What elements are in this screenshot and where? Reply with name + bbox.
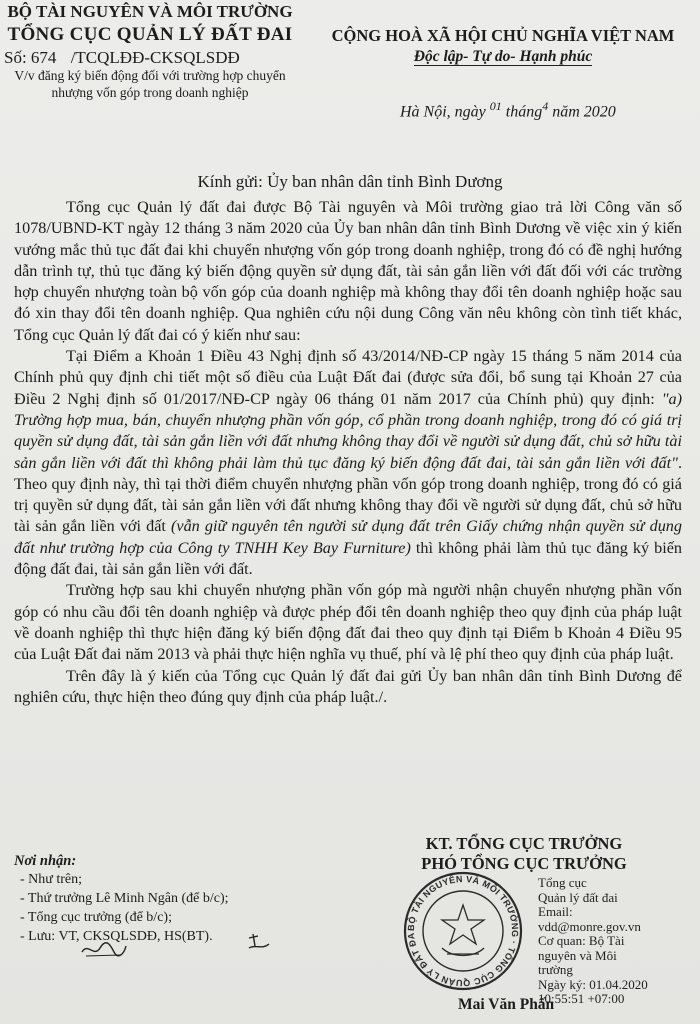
digital-line: Email:: [538, 904, 573, 919]
digital-line: nguyên và Môi: [538, 947, 617, 963]
agency-header: [0, 0, 300, 46]
recipient-line: Kính gửi: Ủy ban nhân dân tỉnh Bình Dương: [197, 172, 503, 191]
digital-line: Quản lý đất đai: [538, 889, 618, 905]
paragraph-3: Trường hợp sau khi chuyển nhượng phần vốn góp mà người nhận chuyển nhượng phần vốn góp có nhu cầu đổi tên doanh nghiệp và được phép đổi tên doanh nghiệp theo quy định của pháp luật về doanh nghiệp thì thực hiện đăng ký biến động đất đai theo quy định tại Điểm b Khoản 4 Điều 95 của Luật Đất đai năm 2013 và phải thực hiện nghĩa vụ thuế, phí và lệ phí theo quy định của pháp luật.: [14, 581, 682, 664]
paragraph-2-intro: Tại Điểm a Khoản 1 Điều 43 Nghị định số 43/2014/NĐ-CP ngày 15 tháng 5 năm 2014 của Chính phủ quy định chi tiết một số điều của Luật Đất đai (được sửa đổi, bổ sung tại Khoản 27 của Điều 2 Nghị định số 01/2017/NĐ-CP ngày 06 tháng 01 năm 2017 của Chính phủ) quy định:: [14, 347, 682, 408]
recipients-list: [20, 870, 229, 946]
signature-title: [400, 834, 648, 874]
paragraph-1: Tổng cục Quản lý đất đai được Bộ Tài nguyên và Môi trường giao trả lời Công văn số 1078/UBND-KT ngày 12 tháng 3 năm 2020 của Ủy ban nhân dân tỉnh Bình Dương về việc xin ý kiến vướng mắc thủ tục đất đai khi chuyển nhượng vốn góp trong doanh nghiệp, trong đó có đề nghị hướng dẫn trình tự, thủ tục đăng ký biến động quyền sử dụng đất, tài sản gắn liền với đất đối với các trường hợp chuyển nhượng toàn bộ vốn góp của doanh nghiệp mà không thay đổi tên doanh nghiệp hoặc sau đó xin thay đổi tên doanh nghiệp. Qua nghiên cứu nội dung Công văn nêu không còn tình tiết khác, Tổng cục Quản lý đất đai có ý kiến như sau:: [14, 198, 682, 344]
ministry-name: BỘ TÀI NGUYÊN VÀ MÔI TRƯỜNG: [7, 2, 293, 21]
date-day: 01: [489, 99, 502, 113]
paragraph-2: [14, 346, 682, 580]
letter-body: [14, 197, 682, 708]
initials-mark: [80, 938, 128, 960]
number-label: Số: 674: [4, 48, 57, 67]
recipient-item: - Lưu: VT, CKSQLSDĐ, HS(BT).: [20, 929, 213, 944]
date-line: [400, 99, 616, 121]
motto-wrap: [306, 48, 700, 66]
digital-line: vdd@monre.gov.vn: [538, 918, 641, 934]
recipient-item: - Tổng cục trưởng (để b/c);: [20, 910, 172, 925]
subject-line-2: nhượng vốn góp trong doanh nghiệp: [51, 85, 249, 100]
national-motto: Độc lập- Tự do- Hạnh phúc: [413, 48, 593, 65]
date-month: 4: [542, 99, 549, 113]
recipients-title: Nơi nhận:: [14, 853, 77, 869]
document-number: [4, 48, 240, 68]
digital-line: 10:55:51 +07:00: [538, 991, 625, 1006]
digital-line: Cơ quan: Bộ Tài: [538, 933, 625, 948]
digital-line: Tổng cục: [538, 875, 587, 890]
date-prefix: Hà Nội, ngày: [400, 103, 486, 121]
subject-line-1: V/v đăng ký biến động đối với trường hợp chuyển: [14, 68, 286, 83]
paragraph-2-parenthetical: (vẫn giữ nguyên tên người sử dụng đất trên Giấy chứng nhận quyền sử dụng đất như trường hợp của Công ty TNHH Key Bay Furniture): [14, 517, 682, 557]
recipient-item: - Như trên;: [20, 872, 83, 887]
seal-text: BỘ TÀI NGUYÊN VÀ MÔI TRƯỜNG · TỔNG CỤC QUẢN LÝ ĐẤT ĐA: [405, 873, 521, 989]
digital-signature-info: [538, 876, 698, 1007]
digital-line: trường: [538, 962, 573, 977]
signer-name: Mai Văn Phấn: [458, 996, 555, 1013]
initials-mark-2: [246, 932, 272, 952]
official-seal: [402, 870, 524, 992]
signature-line-2: PHÓ TỔNG CỤC TRƯỞNG: [421, 854, 627, 873]
paragraph-2-middle: . Theo quy định này, thì tại thời điểm chuyển nhượng phần vốn góp trong doanh nghiệp, trong đó có giá trị quyền sử dụng đất, tài sản gắn liền với đất nhưng không thay đổi về người sử dụng đất, chủ sở hữu tài sản gắn liền với đất: [14, 453, 682, 536]
paragraph-2-quote: "a) Trường hợp mua, bán, chuyển nhượng phần vốn góp, cổ phần trong doanh nghiệp, trong đó có giá trị quyền sử dụng đất, tài sản gắn liền với đất nhưng không thay đổi về người sử dụng đất, chủ sở hữu tài sản gắn liền với đất thì không phải làm thủ tục đăng ký biến động đất đai, tài sản gắn liền với đất": [14, 389, 682, 472]
subject-line: [0, 67, 300, 101]
paragraph-4: Trên đây là ý kiến của Tổng cục Quản lý đất đai gửi Ủy ban nhân dân tỉnh Bình Dương để nghiên cứu, thực hiện theo đúng quy định của pháp luật./.: [14, 666, 682, 706]
digital-line: Ngày ký: 01.04.2020: [538, 976, 648, 992]
date-month-label: tháng: [505, 103, 543, 121]
paragraph-2-end: thì không phải làm thủ tục đăng ký biến động đất đai, tài sản gắn liền với đất.: [14, 538, 682, 579]
national-header: [306, 26, 700, 66]
agency-name: TỔNG CỤC QUẢN LÝ ĐẤT ĐAI: [7, 24, 293, 45]
nation-name: CỘNG HOÀ XÃ HỘI CHỦ NGHĨA VIỆT NAM: [331, 26, 675, 45]
signature-line-1: KT. TỔNG CỤC TRƯỞNG: [425, 834, 623, 853]
number-code: /TCQLĐĐ-CKSQLSDĐ: [70, 48, 240, 67]
recipient-item: - Thứ trưởng Lê Minh Ngân (để b/c);: [20, 891, 229, 906]
date-year: năm 2020: [552, 103, 616, 121]
